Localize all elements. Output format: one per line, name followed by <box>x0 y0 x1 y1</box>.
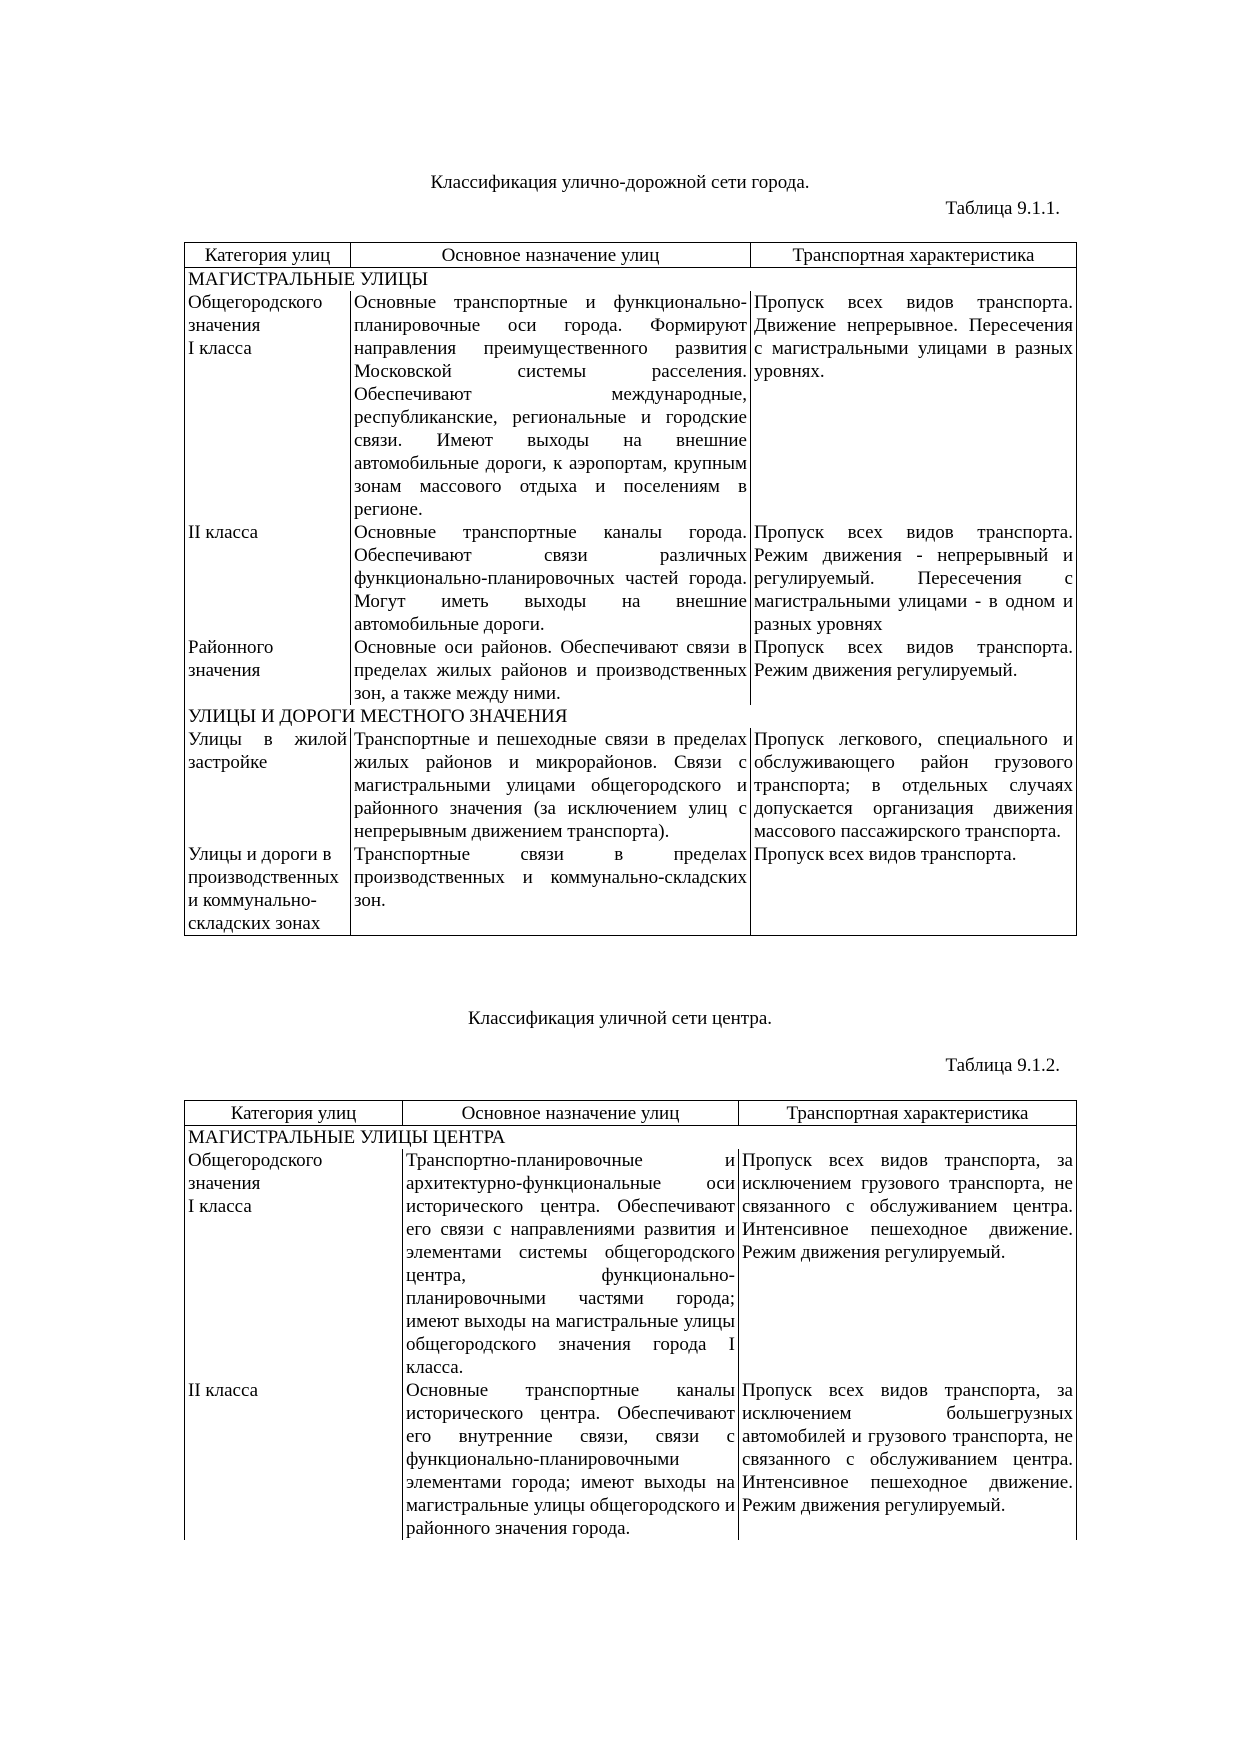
category-text: Общегородского значения I класса <box>188 1150 323 1217</box>
table-cell-transport: Пропуск всех видов транспорта. <box>751 843 1077 936</box>
table-cell-transport: Пропуск всех видов транспорта. Режим движения регулируемый. <box>751 636 1077 705</box>
table-cell-transport: Пропуск всех видов транспорта. Движение непрерывное. Пересечения с магистральными улицами в разных уровнях. <box>751 291 1077 521</box>
table-cell-purpose: Транспортно-планировочные и архитектурно-функциональные оси исторического центра. Обеспечивают его связи с направлениями развития и элементами системы общегородского центра, функционально-планировочными частями города; имеют выходы на магистральные улицы общегородского значения города I класса. <box>403 1149 739 1379</box>
table-cell-purpose: Основные транспортные каналы исторического центра. Обеспечивают его внутренние связи, связи с функционально-планировочными элементами города; имеют выходы на магистральные улицы общегородского и районного значения города. <box>403 1379 739 1540</box>
table-cell-category: Общегородского значения I класса <box>185 291 351 521</box>
table-cell-category: Улицы и дороги в производственных и коммунально-складских зонах <box>185 843 351 936</box>
table1 <box>184 242 1077 936</box>
table-cell-category: II класса <box>185 1379 403 1540</box>
table-cell-transport: Пропуск всех видов транспорта. Режим движения - непрерывный и регулируемый. Пересечения с магистральными улицами - в одном и разных уровнях <box>751 521 1077 636</box>
table2-header-transport: Транспортная характеристика <box>739 1101 1077 1126</box>
table-cell-purpose: Основные транспортные каналы города. Обеспечивают связи различных функционально-планировочных частей города. Могут иметь выходы на внешние автомобильные дороги. <box>351 521 751 636</box>
table1-header-category: Категория улиц <box>185 243 351 268</box>
table-cell-purpose: Основные транспортные и функционально-планировочные оси города. Формируют направления преимущественного развития Московской системы расселения. Обеспечивают международные, республиканские, региональные и городские связи. Имеют выходы на внешние автомобильные дороги, к аэропортам, крупным зонам массового отдыха и поселениям в регионе. <box>351 291 751 521</box>
table2-number: Таблица 9.1.2. <box>945 1055 1060 1076</box>
table-cell-purpose: Основные оси районов. Обеспечивают связи в пределах жилых районов и производственных зон, а также между ними. <box>351 636 751 705</box>
table-cell-purpose: Транспортные связи в пределах производственных и коммунально-складских зон. <box>351 843 751 936</box>
table2-section-main: МАГИСТРАЛЬНЫЕ УЛИЦЫ ЦЕНТРА <box>185 1126 1077 1150</box>
category-text: Районного значения <box>188 637 274 681</box>
table2-title: Классификация уличной сети центра. <box>467 1008 773 1029</box>
table1-title: Классификация улично-дорожной сети города. <box>430 172 810 193</box>
table-cell-category: Улицы в жилой застройке <box>185 728 351 843</box>
table1-number: Таблица 9.1.1. <box>945 198 1060 219</box>
table2-header-category: Категория улиц <box>185 1101 403 1126</box>
table-cell-transport: Пропуск всех видов транспорта, за исключением большегрузных автомобилей и грузового транспорта, не связанного с обслуживанием центра. Интенсивное пешеходное движение. Режим движения регулируемый. <box>739 1379 1077 1540</box>
table1-section-local: УЛИЦЫ И ДОРОГИ МЕСТНОГО ЗНАЧЕНИЯ <box>185 705 1077 728</box>
table2-header-purpose: Основное назначение улиц <box>403 1101 739 1126</box>
table-cell-category <box>185 636 351 705</box>
table1-header-transport: Транспортная характеристика <box>751 243 1077 268</box>
table-cell-transport: Пропуск всех видов транспорта, за исключением грузового транспорта, не связанного с обслуживанием центра. Интенсивное пешеходное движение. Режим движения регулируемый. <box>739 1149 1077 1379</box>
table-cell-transport: Пропуск легкового, специального и обслуживающего район грузового транспорта; в отдельных случаях допускается организация движения массового пассажирского транспорта. <box>751 728 1077 843</box>
table-cell-category: II класса <box>185 521 351 636</box>
table1-section-main: МАГИСТРАЛЬНЫЕ УЛИЦЫ <box>185 268 1077 292</box>
table2 <box>184 1100 1077 1540</box>
table-cell-purpose: Транспортные и пешеходные связи в пределах жилых районов и микрорайонов. Связи с магистральными улицами общегородского и районного значения (за исключением улиц с непрерывным движением транспорта). <box>351 728 751 843</box>
table1-header-purpose: Основное назначение улиц <box>351 243 751 268</box>
table-cell-category <box>185 1149 403 1379</box>
